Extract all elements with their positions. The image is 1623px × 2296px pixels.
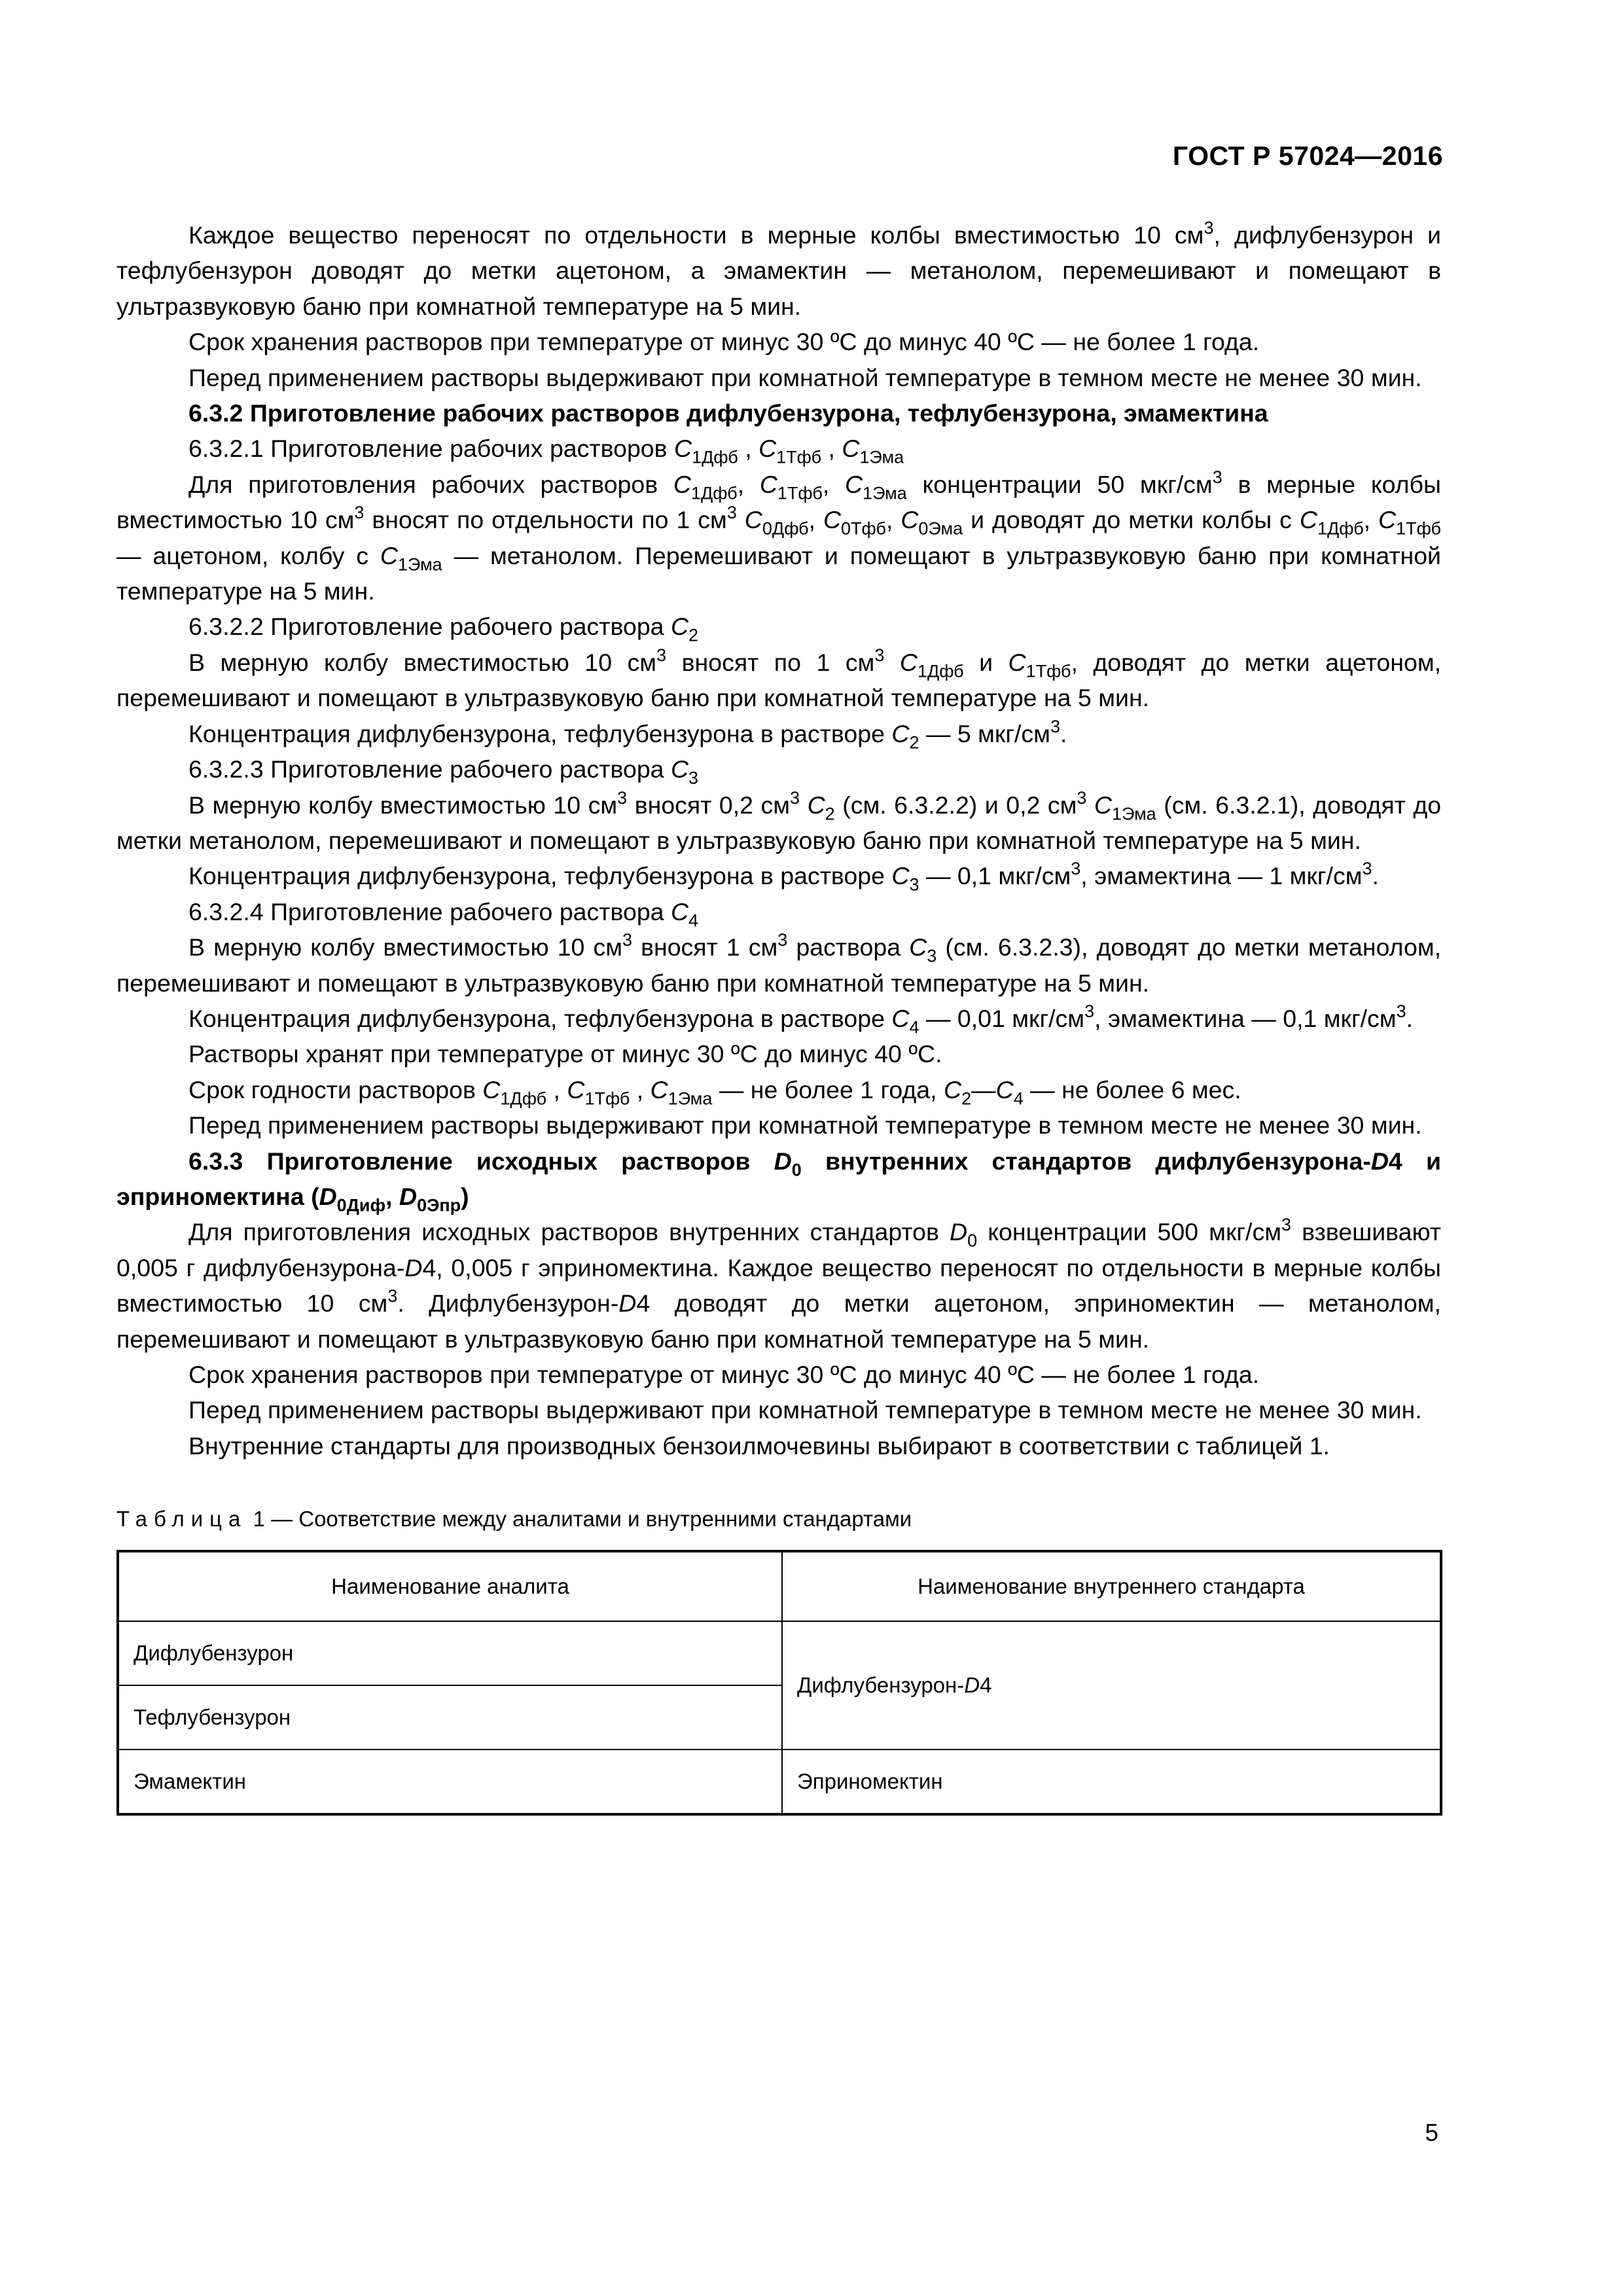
paragraph-6-3-3: Для приготовления исходных растворов внутренних стандартов $D_0$ концентрации 500 мкг/$см^3$ взвешивают 0,005 г дифлубензурона-D4, 0,005 г эприномектина. Каждое вещество переносят по отдельности в мерные колбы вместимостью 10 $см^3$. Дифлубензурон-D4 доводят до метки ацетоном, эприномектин — метанолом, перемешивают и помещают в ультразвуковую баню при комнатной температуре на 5 мин.: [116, 1215, 1442, 1353]
table-row: [118, 1749, 1441, 1814]
subsection-heading-6-3-2-3: 6.3.2.3 Приготовление рабочего раствора $С_3$: [188, 755, 699, 788]
page-number: 5: [1425, 2119, 1438, 2146]
concentration-c2: Концентрация дифлубензурона, тефлубензурона в растворе $С_2$ — 5 мкг/$см^3$.: [188, 716, 1067, 753]
paragraph-storage: Срок хранения растворов при температуре от минус 30 ºС до минус 40 ºС — не более 1 года.: [188, 328, 1260, 356]
section-heading-6-3-3: 6.3.3 Приготовление исходных растворов $D_0$ внутренних стандартов дифлубензурона-D4 и эприномектина ($D_{0Диф}$, $D_{0Эпр}$): [116, 1147, 1442, 1215]
subsection-heading-6-3-2-4: 6.3.2.4 Приготовление рабочего раствора $С_4$: [188, 897, 699, 931]
paragraph-internal-standards: Внутренние стандарты для производных бензоилмочевины выбирают в соответствии с таблицей 1.: [188, 1431, 1330, 1460]
paragraph-before-use-3: Перед применением растворы выдерживают при комнатной температуре в темном месте не менее 30 мин.: [188, 1396, 1422, 1424]
document-body: [116, 217, 1441, 1816]
section-heading-6-3-2: 6.3.2 Приготовление рабочих растворов дифлубензурона, тефлубензурона, эмамектина: [188, 399, 1268, 427]
subsection-heading-6-3-2-2: 6.3.2.2 Приготовление рабочего раствора $С_2$: [188, 613, 699, 645]
table-header-standard: Наименование внутреннего стандарта: [782, 1551, 1441, 1621]
table-cell-analyte: Эмамектин: [118, 1749, 782, 1814]
concentration-c4: Концентрация дифлубензурона, тефлубензурона в растворе $С_4$ — 0,01 мкг/$см^3$, эмамектина — 0,1 мкг/$см^3$.: [188, 1001, 1414, 1037]
paragraph-storage-working: Растворы хранят при температуре от минус 30 ºС до минус 40 ºС.: [188, 1040, 942, 1068]
subsection-heading-6-3-2-1: 6.3.2.1 Приготовление рабочих растворов $С_{1Дфб}$ , $С_{1Тфб}$ , $С_{1Эма}$: [188, 435, 904, 467]
table-cell-analyte: Дифлубензурон: [118, 1621, 782, 1685]
paragraph-shelf-life: Срок годности растворов $С_{1Дфб}$ , $С_{1Тфб}$ , $С_{1Эма}$ — не более 1 года, $С_2—С_4$ — не более 6 мес.: [188, 1075, 1241, 1109]
paragraph-storage-3: Срок хранения растворов при температуре от минус 30 ºС до минус 40 ºС — не более 1 года.: [188, 1361, 1260, 1388]
paragraph-6-3-2-4: В мерную колбу вместимостью 10 $см^3$ вносят 1 $см^3$ раствора $С_3$ (см. 6.3.2.3), доводят до метки метанолом, перемешивают и помещают в ультразвуковую баню при комнатной температуре на 5 мин.: [116, 930, 1442, 997]
paragraph-6-3-2-3: В мерную колбу вместимостью 10 $см^3$ вносят 0,2 $см^3$ $С_2$ (см. 6.3.2.2) и 0,2 $см^3$ $С_{1Эма}$ (см. 6.3.2.1), доводят до метки метанолом, перемешивают и помещают в ультразвуковую баню при комнатной температуре на 5 мин.: [116, 787, 1442, 854]
analyte-standard-table: [116, 1550, 1442, 1816]
table-header-analyte: Наименование аналита: [118, 1551, 782, 1621]
table-header-row: [118, 1551, 1441, 1621]
paragraph-6-3-2-2: В мерную колбу вместимостью 10 $см^3$ вносят по 1 $см^3$ $С_{1Дфб}$ и $С_{1Тфб}$, доводят до метки ацетоном, перемешивают и помещают в ультразвуковую баню при комнатной температуре на 5 мин.: [116, 645, 1442, 712]
paragraph-6-3-2-1: Для приготовления рабочих растворов $С_{1Дфб}$, $С_{1Тфб}$, $С_{1Эма}$ концентрации 50 мкг/$см^3$ в мерные колбы вместимостью 10 $см^3$ вносят по отдельности по 1 $см^3$ $С_{0Дфб}$, $С_{0Тфб}$, $С_{0Эма}$ и доводят до метки колбы с $С_{1Дфб}$, $С_{1Тфб}$ — ацетоном, колбу с $С_{1Эма}$ — метанолом. Перемешивают и помещают в ультразвуковую баню при комнатной температуре на 5 мин.: [116, 467, 1442, 605]
paragraph-before-use: Перед применением растворы выдерживают при комнатной температуре в темном месте не менее 30 мин.: [188, 363, 1422, 391]
table-cell-standard-merged: Дифлубензурон-D4: [782, 1621, 1441, 1749]
document-header: ГОСТ Р 57024—2016: [1172, 141, 1443, 171]
table-row: [118, 1621, 1441, 1685]
paragraph-before-use-2: Перед применением растворы выдерживают при комнатной температуре в темном месте не менее 30 мин.: [188, 1111, 1422, 1139]
table-cell-analyte: Тефлубензурон: [118, 1685, 782, 1749]
concentration-c3: Концентрация дифлубензурона, тефлубензурона в растворе $С_3$ — 0,1 мкг/$см^3$, эмамектина — 1 мкг/$см^3$.: [188, 859, 1379, 895]
table-cell-standard: Эприномектин: [782, 1749, 1441, 1814]
paragraph-transfer: Каждое вещество переносят по отдельности в мерные колбы вместимостью 10 $см^3$, дифлубензурон и тефлубензурон доводят до метки ацетоном, а эмамектин — метанолом, перемешивают и помещают в ультразвуковую баню при комнатной температуре на 5 мин.: [116, 218, 1441, 320]
table-caption: Таблица 1 — Соответствие между аналитами и внутренними стандартами: [116, 1507, 912, 1532]
